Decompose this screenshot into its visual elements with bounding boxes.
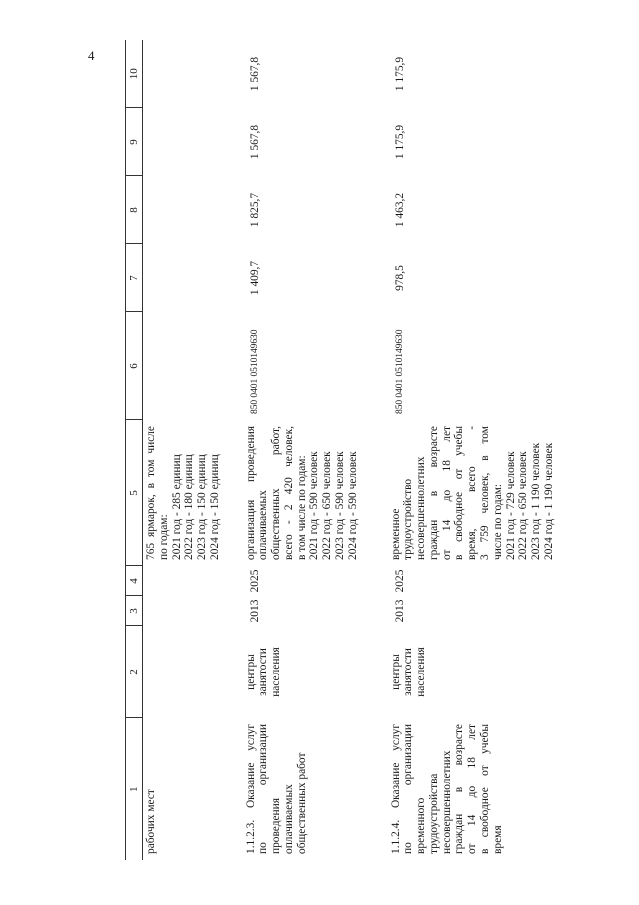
text-line: трудоустройство — [402, 478, 415, 560]
text-line: занятости — [257, 648, 270, 696]
col-header-10: 10 — [126, 40, 143, 108]
text-line: граждан в возрасте — [453, 724, 466, 854]
col-header-9: 9 — [126, 108, 143, 176]
row3-end-year: 2025 — [393, 569, 406, 593]
row2-amount-9: 1 567,8 — [248, 124, 261, 160]
row3-amount-8: 1 463,2 — [393, 192, 406, 228]
row2-end-year: 2025 — [248, 569, 261, 593]
text-line: 2023 год - 150 единиц — [196, 454, 209, 560]
col-header-4: 4 — [126, 566, 143, 596]
row3-amount-9: 1 175,9 — [393, 124, 406, 160]
text-line: по организации — [402, 724, 415, 854]
col-header-8: 8 — [126, 176, 143, 244]
column-number-row — [126, 40, 143, 860]
text-line: общественных работ — [295, 752, 308, 854]
text-line: всего - 2 420 человек, — [282, 426, 295, 560]
text-line: временного — [415, 797, 428, 854]
row2-start-year: 2013 — [248, 599, 261, 623]
row3-result — [388, 420, 588, 566]
row1-end-year — [143, 566, 243, 596]
row3-start-year: 2013 — [393, 599, 406, 623]
text-line: 2023 год - 590 человек — [334, 451, 347, 560]
program-table — [125, 40, 588, 860]
col-header-7: 7 — [126, 244, 143, 312]
row2-amount-10: 1 567,8 — [248, 56, 261, 92]
text-line: центры — [244, 654, 257, 690]
text-line: 2024 год - 590 человек — [346, 451, 359, 560]
text-line: центры — [389, 654, 402, 690]
text-line: в том числе по годам: — [295, 455, 308, 560]
row1-budget-code — [143, 312, 243, 420]
row2-amount-7: 1 409,7 — [248, 260, 261, 296]
text-line: рабочих мест — [145, 789, 157, 854]
text-line: в свободное от учебы — [453, 426, 466, 560]
row1-amount-9 — [143, 108, 243, 176]
text-line: 2024 год - 150 единиц — [208, 454, 221, 560]
text-line: общественных работ, — [270, 426, 283, 560]
text-line: 2022 год - 650 человек — [517, 451, 530, 560]
text-line: от 14 до 18 лет — [440, 426, 453, 560]
row3-amount-7: 978,5 — [393, 265, 406, 291]
text-line: 2022 год - 180 единиц — [183, 454, 196, 560]
row3-budget-code: 850 0401 0510149630 — [393, 329, 405, 414]
text-line: 2023 год - 1 190 человек — [530, 442, 543, 560]
text-line: трудоустройства — [427, 773, 440, 854]
text-line: населения — [270, 647, 283, 697]
text-line: населения — [415, 647, 428, 697]
row2-amount-8: 1 825,7 — [248, 192, 261, 228]
text-line: время, всего - — [466, 426, 479, 560]
table-row — [143, 40, 243, 860]
row1-result — [143, 420, 243, 566]
col-header-5: 5 — [126, 420, 143, 566]
text-line: 2021 год - 285 единиц — [170, 454, 183, 560]
row2-activity — [243, 718, 388, 860]
row2-executor — [243, 626, 388, 718]
text-line: несовершеннолетних — [440, 750, 453, 854]
text-line: временное — [389, 508, 402, 560]
row1-amount-7 — [143, 244, 243, 312]
row1-amount-8 — [143, 176, 243, 244]
col-header-3: 3 — [126, 596, 143, 626]
text-line: по годам: — [157, 514, 170, 560]
text-line: оплачиваемых — [282, 784, 295, 854]
text-line: оплачиваемых — [257, 490, 270, 560]
text-line: от 14 до 18 лет — [466, 724, 479, 854]
text-line: граждан в возрасте — [427, 426, 440, 560]
row2-result — [243, 420, 388, 566]
text-line: занятости — [402, 648, 415, 696]
col-header-6: 6 — [126, 312, 143, 420]
col-header-2: 2 — [126, 626, 143, 718]
row1-executor — [143, 626, 243, 718]
text-line: проведения — [270, 798, 283, 854]
row2-budget-code: 850 0401 0510149630 — [248, 329, 260, 414]
row1-activity — [143, 718, 243, 860]
text-line: числе по годам: — [491, 483, 504, 560]
row3-executor — [388, 626, 588, 718]
text-line: 2021 год - 590 человек — [308, 451, 321, 560]
text-line: по организации — [257, 724, 270, 854]
text-line: 2024 год - 1 190 человек — [543, 442, 556, 560]
table-row — [388, 40, 588, 860]
text-line: 1.1.2.4. Оказание услуг — [389, 724, 402, 854]
row3-activity — [388, 718, 588, 860]
text-line: 2021 год - 729 человек — [504, 451, 517, 560]
text-line: несовершеннолетних — [415, 456, 428, 560]
text-line: 1.1.2.3. Оказание услуг — [244, 724, 257, 854]
page-number: 4 — [88, 48, 95, 63]
program-table-rotated — [125, 40, 635, 860]
row3-amount-10: 1 175,9 — [393, 56, 406, 92]
row1-amount-10 — [143, 40, 243, 108]
text-line: 765 ярмарок, в том числе — [145, 426, 157, 560]
text-line: организация проведения — [244, 426, 257, 560]
text-line: 2022 год - 650 человек — [321, 451, 334, 560]
table-row — [243, 40, 388, 860]
text-line: в свободное от учебы — [479, 724, 492, 854]
col-header-1: 1 — [126, 718, 143, 860]
row1-start-year — [143, 596, 243, 626]
text-line: 3 759 человек, в том — [479, 426, 492, 560]
text-line: время — [491, 825, 504, 854]
